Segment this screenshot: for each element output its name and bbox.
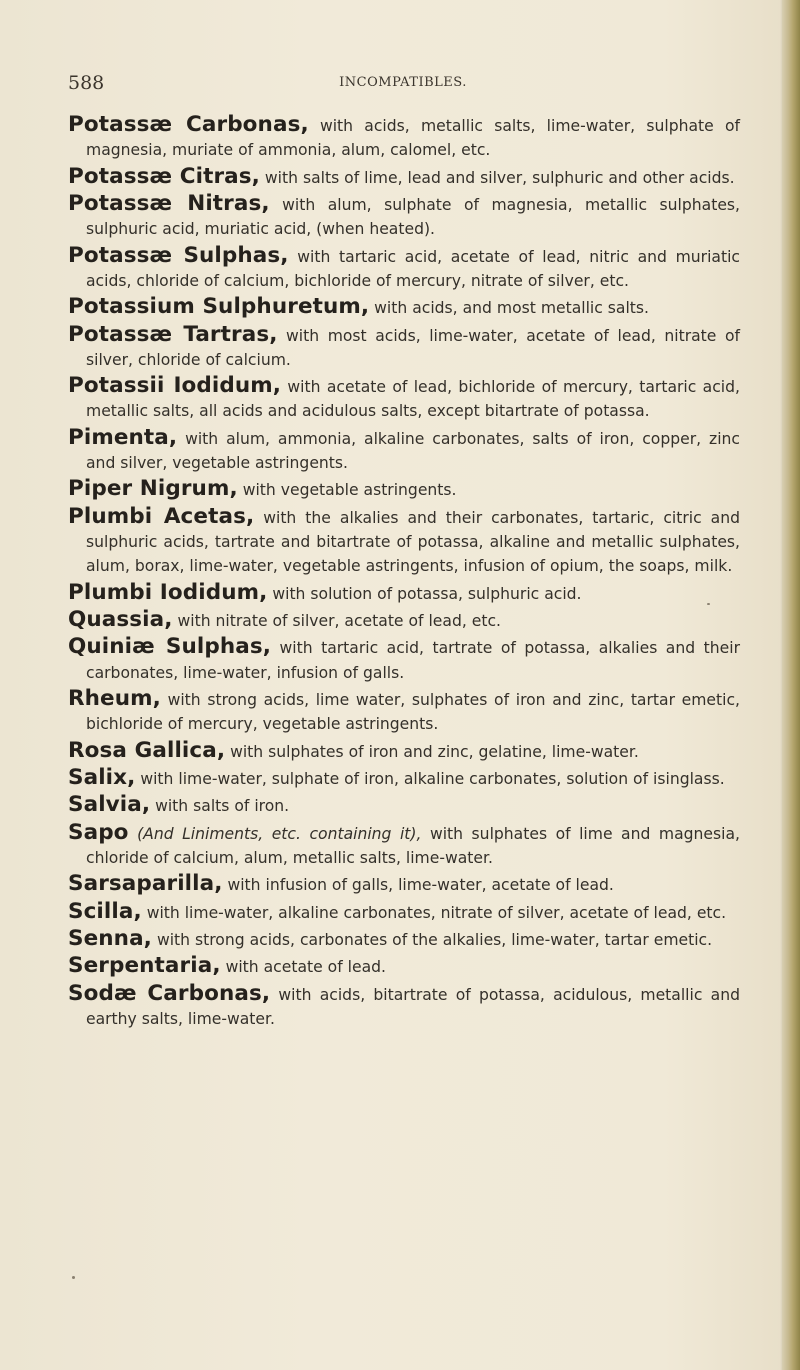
entry-term: Quiniæ Sulphas, [68, 634, 272, 660]
entry [68, 608, 740, 633]
entry [68, 954, 740, 979]
entry-term: Serpentaria, [68, 953, 221, 979]
entry-term: Potassæ Sulphas, [68, 242, 289, 268]
entry [68, 982, 740, 1031]
entry-text: with lime-water, alkaline carbonates, nitrate of silver, acetate of lead, etc. [146, 903, 727, 922]
entry-term: Potassii Iodidum, [68, 373, 282, 399]
entry-text: with alum, ammonia, alkaline carbonates, salts of iron, copper, zinc and silver, vegetable astringents. [86, 429, 740, 472]
entry [68, 426, 740, 475]
entry [68, 766, 740, 791]
entry [68, 900, 740, 925]
entry-term: Potassium Sulphuretum, [68, 294, 370, 320]
entry-text: with strong acids, lime water, sulphates of iron and zinc, tartar emetic, bichloride of mercury, vegetable astringents. [86, 690, 740, 734]
entry [68, 505, 740, 579]
entry [68, 635, 740, 684]
entry-text: with acids, and most metallic salts. [374, 299, 650, 318]
entry-term: Potassæ Citras, [68, 163, 260, 189]
entry [68, 295, 740, 320]
entry-text: with salts of lime, lead and silver, sulphuric and other acids. [264, 168, 735, 187]
entry [68, 581, 740, 606]
entry [68, 113, 740, 162]
entry-text: with acids, metallic salts, lime-water, sulphate of magnesia, muriate of ammonia, alum, calomel, etc. [86, 117, 740, 160]
page-edge [782, 0, 800, 1370]
entry-text: with solution of potassa, sulphuric acid. [272, 584, 582, 603]
entry [68, 821, 740, 870]
paper-speck [72, 1276, 75, 1279]
entry-term: Salvia, [68, 792, 151, 818]
entry-term: Rheum, [68, 685, 161, 711]
entry [68, 687, 740, 736]
entry-text: with most acids, lime-water, acetate of lead, nitrate of silver, chloride of calcium. [86, 326, 740, 369]
entry [68, 477, 740, 502]
entry [68, 872, 740, 897]
entry-text: with sulphates of iron and zinc, gelatine, lime-water. [230, 742, 639, 761]
entry-text: with vegetable astringents. [242, 481, 457, 500]
entry-term: Sapo [68, 819, 129, 845]
entry-term: Potassæ Nitras, [68, 190, 270, 216]
entry-text: with salts of iron. [155, 797, 290, 816]
entry-term: Potassæ Carbonas, [68, 112, 309, 137]
entry-text: with lime-water, sulphate of iron, alkaline carbonates, solution of isinglass. [140, 769, 725, 788]
entry-list [68, 113, 740, 1033]
entry-text: with alum, sulphate of magnesia, metallic sulphates, sulphuric acid, muriatic acid, (when heated). [86, 195, 741, 239]
entry-text: with acetate of lead. [225, 958, 386, 977]
paper-speck [707, 603, 710, 605]
entry-text: with infusion of galls, lime-water, acetate of lead. [227, 876, 614, 895]
entry [68, 165, 740, 190]
entry-text: with acetate of lead, bichloride of mercury, tartaric acid, metallic salts, all acids and acidulous salts, except bitartrate of potassa. [86, 378, 740, 421]
entry-term: Sarsaparilla, [68, 871, 223, 897]
entry-text: with tartaric acid, acetate of lead, nitric and muriatic acids, chloride of calcium, bichloride of mercury, nitrate of silver, etc. [86, 247, 740, 290]
entry-term: Scilla, [68, 898, 142, 924]
entry [68, 793, 740, 818]
entry-text: with sulphates of lime and magnesia, chloride of calcium, alum, metallic salts, lime-water. [86, 824, 740, 867]
page-number: 588 [68, 72, 105, 94]
entry-term: Salix, [68, 764, 136, 790]
entry-term: Potassæ Tartras, [68, 321, 278, 347]
entry-note: (And Liniments, etc. containing it), [137, 824, 422, 843]
entry-term: Plumbi Iodidum, [68, 579, 268, 605]
entry-text: with acids, bitartrate of potassa, acidulous, metallic and earthy salts, lime-water. [86, 985, 740, 1029]
entry [68, 739, 740, 764]
entry [68, 374, 740, 423]
entry [68, 927, 740, 952]
entry-term: Sodæ Carbonas, [68, 980, 271, 1006]
entry-text: with nitrate of silver, acetate of lead, etc. [177, 611, 502, 630]
entry [68, 244, 740, 293]
running-head: INCOMPATIBLES. [339, 75, 467, 90]
entry-text: with the alkalies and their carbonates, tartaric, citric and sulphuric acids, tartrate and bitartrate of potassa, alkaline and metallic sulphates, alum, borax, lime-water, vegetable astringents, infusion of opium, the soaps, milk. [86, 508, 740, 576]
entry-term: Rosa Gallica, [68, 737, 226, 763]
page-header [68, 72, 738, 96]
entry [68, 192, 740, 241]
entry-term: Plumbi Acetas, [68, 503, 255, 529]
entry-term: Quassia, [68, 606, 173, 632]
entry-text: with tartaric acid, tartrate of potassa, alkalies and their carbonates, lime-water, infusion of galls. [86, 639, 740, 682]
entry-text: with strong acids, carbonates of the alkalies, lime-water, tartar emetic. [156, 931, 713, 950]
entry-term: Piper Nigrum, [68, 476, 238, 502]
entry-term: Pimenta, [68, 424, 178, 450]
entry [68, 323, 740, 372]
entry-term: Senna, [68, 926, 152, 952]
